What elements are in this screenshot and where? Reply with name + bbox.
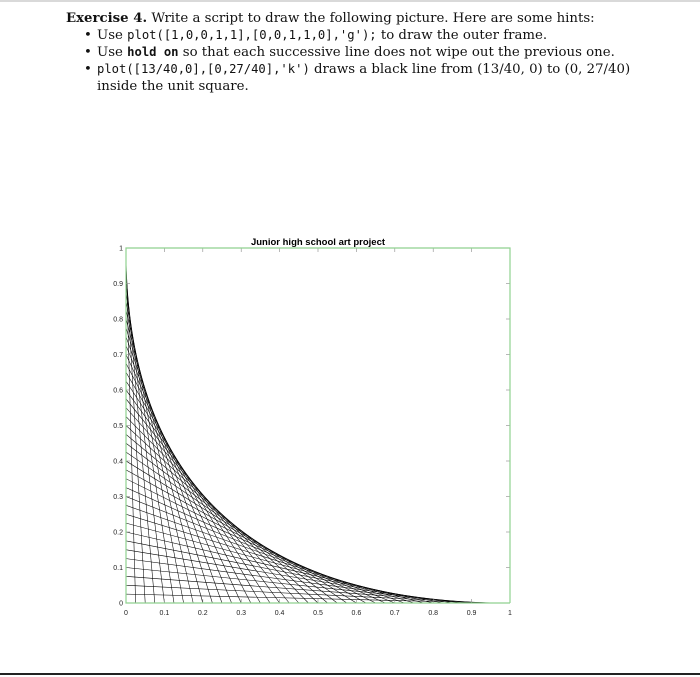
y-tick-label: 0.2 (113, 529, 123, 537)
x-tick-label: 0.6 (351, 610, 362, 617)
hint-code: plot([13/40,0],[0,27/40],'k') (97, 62, 310, 76)
y-tick-label: 0.3 (113, 494, 123, 501)
y-tick-label: 0.5 (113, 423, 123, 430)
hint-suffix: so that each successive line does not wipe out the previous one. (178, 45, 615, 60)
exercise-number: Exercise 4. (66, 11, 148, 26)
y-tick-label: 0.1 (113, 565, 123, 572)
y-tick-label: 0.7 (113, 352, 123, 359)
x-tick-label: 0.8 (428, 610, 439, 617)
x-tick-label: 1 (508, 610, 512, 617)
family-line (126, 576, 481, 603)
exercise-text (66, 10, 666, 95)
x-tick-label: 0.9 (466, 610, 477, 617)
bullet-icon: • (84, 62, 92, 77)
page-bottom-rule (0, 673, 700, 675)
hint-item (66, 61, 666, 95)
bullet-icon: • (84, 28, 92, 43)
plot-title: Junior high school art project (250, 237, 386, 248)
y-tick-label: 0.6 (113, 387, 123, 395)
hint-list (66, 27, 666, 95)
hint-suffix: to draw the outer frame. (376, 28, 548, 43)
y-axis-tick-labels (113, 246, 123, 608)
family-line (126, 568, 472, 604)
x-axis-tick-labels (124, 610, 512, 617)
hint-suffix: draws a black line from (13/40, 0) to (0, 27/40) inside the unit square. (97, 62, 631, 94)
y-tick-label: 0 (119, 600, 123, 608)
page-top-rule (0, 0, 700, 2)
hint-item (66, 27, 666, 44)
x-tick-label: 0.7 (389, 610, 400, 617)
hint-prefix: Use (97, 45, 128, 60)
hint-prefix: Use (97, 28, 128, 43)
outer-frame (126, 248, 510, 603)
art-project-figure (100, 232, 530, 627)
x-tick-label: 0.5 (313, 610, 323, 617)
family-line (126, 594, 500, 603)
exercise-heading (66, 10, 666, 27)
y-tick-label: 0.4 (113, 458, 123, 466)
y-tick-label: 1 (119, 245, 123, 253)
x-tick-label: 0.1 (159, 610, 170, 617)
x-tick-label: 0.3 (236, 610, 247, 617)
family-line (126, 559, 462, 603)
y-tick-label: 0.9 (113, 281, 123, 288)
x-tick-label: 0.2 (197, 610, 208, 617)
exercise-intro: Write a script to draw the following picture. Here are some hints: (151, 11, 595, 26)
hint-code: hold on (127, 45, 179, 59)
x-tick-label: 0.4 (274, 610, 285, 617)
x-tick-label: 0 (124, 610, 128, 617)
line-family (126, 257, 500, 603)
y-tick-label: 0.8 (113, 316, 123, 324)
hint-code: plot([1,0,0,1,1],[0,0,1,1,0],'g'); (127, 28, 377, 42)
tick-marks (126, 248, 510, 603)
hint-item (66, 44, 666, 61)
bullet-icon: • (84, 45, 92, 60)
family-line (126, 585, 491, 603)
